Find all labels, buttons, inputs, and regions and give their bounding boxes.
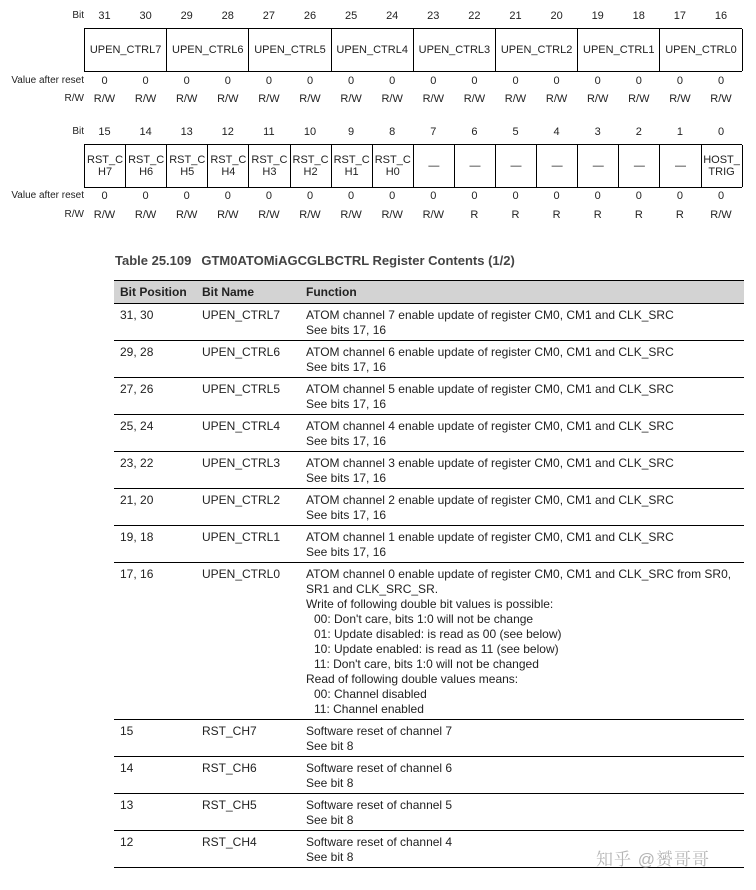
reset-value: 0	[512, 75, 519, 87]
bit-position-cell: 12	[114, 831, 196, 868]
bit-position-cell: 17, 16	[114, 563, 196, 720]
access-type: R/W	[710, 93, 732, 105]
register-contents-table	[114, 280, 744, 868]
reset-value: 0	[430, 190, 437, 202]
register-field: —	[659, 145, 700, 187]
reset-value: 0	[265, 75, 272, 87]
access-type: R/W	[381, 93, 403, 105]
table-row	[114, 452, 744, 489]
register-field: UPEN_CTRL5	[248, 29, 330, 71]
function-line: Software reset of channel 6	[306, 761, 453, 775]
bit-number: 29	[180, 10, 193, 22]
bit-number: 25	[344, 10, 358, 22]
register-field: UPEN_CTRL4	[331, 29, 413, 71]
header-function: Function	[300, 281, 744, 304]
function-line: Software reset of channel 4	[306, 835, 453, 849]
function-line: 11: Channel enabled	[314, 702, 424, 716]
access-type: R/W	[340, 93, 362, 105]
table-number: Table 25.109	[115, 253, 192, 268]
bit-position-cell: 31, 30	[114, 304, 196, 341]
table-row	[114, 378, 744, 415]
bit-number: 19	[591, 10, 604, 22]
bit-number: 10	[303, 126, 317, 138]
bit-position-cell: 21, 20	[114, 489, 196, 526]
bit-name-cell: UPEN_CTRL6	[196, 341, 300, 378]
rw-label: R/W	[64, 209, 84, 220]
function-line: 00: Don't care, bits 1:0 will not be change	[314, 612, 534, 626]
bit-number: 30	[139, 10, 152, 22]
function-cell	[300, 489, 744, 526]
function-line: See bits 17, 16	[306, 545, 387, 559]
bit-number: 15	[98, 126, 111, 138]
bit-number: 4	[553, 126, 560, 138]
reset-value: 0	[306, 75, 314, 87]
function-cell	[300, 415, 744, 452]
access-type: R/W	[134, 93, 157, 105]
table-header-row	[114, 281, 744, 304]
register-field: —	[495, 145, 536, 187]
header-bit-name: Bit Name	[196, 281, 300, 304]
function-cell	[300, 563, 744, 720]
function-line: See bits 17, 16	[306, 360, 387, 374]
register-field: HOST_ TRIG	[701, 145, 742, 187]
reset-value: 0	[142, 75, 149, 87]
access-type: R/W	[422, 209, 444, 221]
access-type: R/W	[340, 209, 362, 221]
bit-number-row	[0, 10, 756, 30]
bit-name-cell: UPEN_CTRL7	[196, 304, 300, 341]
bit-number: 5	[512, 126, 519, 138]
function-line: ATOM channel 1 enable update of register CM0, CM1 and CLK_SRC	[306, 530, 674, 544]
reset-value: 0	[430, 75, 437, 87]
reset-value: 0	[183, 75, 190, 87]
bit-name-cell: RST_CH4	[196, 831, 300, 868]
bit-number: 17	[673, 10, 687, 22]
bit-number: 6	[471, 126, 478, 138]
register-field: —	[618, 145, 659, 187]
reset-value: 0	[348, 190, 355, 202]
reset-value-row	[0, 75, 756, 95]
function-cell	[300, 452, 744, 489]
reset-value: 0	[512, 190, 519, 202]
access-type: R	[552, 209, 561, 221]
access-row	[0, 209, 756, 229]
function-line: See bit 8	[306, 813, 354, 827]
function-line: 10: Update enabled: is read as 11 (see below)	[314, 642, 559, 656]
reset-value: 0	[306, 190, 314, 202]
table-title: GTM0ATOMiAGCGLBCTRL Register Contents (1/2)	[201, 253, 515, 268]
register-field: —	[454, 145, 495, 187]
function-line: See bits 17, 16	[306, 397, 387, 411]
function-cell	[300, 304, 744, 341]
function-line: ATOM channel 3 enable update of register CM0, CM1 and CLK_SRC	[306, 456, 674, 470]
reset-label: Value after reset	[11, 75, 84, 86]
reset-value: 0	[471, 190, 478, 202]
bit-number: 20	[550, 10, 563, 22]
table-row	[114, 563, 744, 720]
reset-value: 0	[594, 190, 601, 202]
bit-number: 0	[717, 126, 725, 138]
reset-value: 0	[265, 190, 272, 202]
register-field: UPEN_CTRL0	[659, 29, 741, 71]
register-field: —	[577, 145, 618, 187]
register-field: UPEN_CTRL3	[413, 29, 495, 71]
bit-number: 21	[509, 10, 522, 22]
reset-value: 0	[676, 190, 683, 202]
bit-number: 26	[303, 10, 317, 22]
function-line: See bit 8	[306, 739, 354, 753]
bit-position-cell: 13	[114, 794, 196, 831]
reset-value: 0	[717, 75, 725, 87]
reset-value: 0	[635, 190, 642, 202]
function-line: See bits 17, 16	[306, 471, 387, 485]
access-type: R/W	[217, 209, 239, 221]
bit-label: Bit	[72, 126, 84, 137]
function-line: See bits 17, 16	[306, 434, 387, 448]
reset-value: 0	[553, 75, 560, 87]
access-type: R/W	[710, 209, 732, 221]
function-line: Software reset of channel 5	[306, 798, 453, 812]
table-row	[114, 415, 744, 452]
bit-name-cell: RST_CH7	[196, 720, 300, 757]
bit-number-row	[0, 126, 756, 146]
access-type: R/W	[93, 209, 116, 221]
register-field: —	[536, 145, 577, 187]
register-field: UPEN_CTRL6	[166, 29, 248, 71]
access-type: R/W	[545, 93, 568, 105]
function-line: ATOM channel 7 enable update of register CM0, CM1 and CLK_SRC	[306, 308, 674, 322]
access-row	[0, 93, 756, 113]
function-line: See bit 8	[306, 776, 354, 790]
bit-name-cell: UPEN_CTRL2	[196, 489, 300, 526]
table-row	[114, 489, 744, 526]
access-type: R/W	[669, 93, 691, 105]
reset-value: 0	[471, 75, 478, 87]
access-type: R	[675, 209, 684, 221]
register-field: RST_C H5	[166, 145, 207, 187]
access-type: R/W	[299, 209, 321, 221]
bit-position-cell: 23, 22	[114, 452, 196, 489]
rw-label: R/W	[64, 93, 84, 104]
watermark: 知乎 @赟哥哥	[596, 850, 710, 869]
bit-name-cell: UPEN_CTRL3	[196, 452, 300, 489]
bit-position-cell: 15	[114, 720, 196, 757]
function-cell	[300, 526, 744, 563]
function-cell	[300, 720, 744, 757]
access-type: R/W	[175, 209, 198, 221]
reset-value: 0	[101, 75, 108, 87]
reset-value: 0	[594, 75, 601, 87]
function-cell	[300, 757, 744, 794]
function-line: 00: Channel disabled	[314, 687, 427, 701]
access-type: R/W	[422, 93, 444, 105]
register-field: UPEN_CTRL2	[495, 29, 577, 71]
field-row	[84, 144, 742, 188]
table-row	[114, 757, 744, 794]
bit-number: 22	[468, 10, 481, 22]
table-row	[114, 526, 744, 563]
bit-name-cell: UPEN_CTRL1	[196, 526, 300, 563]
access-type: R/W	[258, 93, 280, 105]
table-row	[114, 341, 744, 378]
reset-value: 0	[389, 190, 396, 202]
reset-value: 0	[183, 190, 190, 202]
bit-number: 1	[676, 126, 683, 138]
function-cell	[300, 378, 744, 415]
register-field: —	[413, 145, 454, 187]
function-line: See bits 17, 16	[306, 508, 387, 522]
access-type: R	[593, 209, 602, 221]
register-field: RST_C H6	[125, 145, 166, 187]
access-type: R/W	[381, 209, 403, 221]
access-type: R/W	[134, 209, 157, 221]
bit-name-cell: RST_CH6	[196, 757, 300, 794]
bit-number: 3	[594, 126, 601, 138]
bit-number: 23	[427, 10, 440, 22]
bit-number: 18	[632, 10, 645, 22]
function-cell	[300, 794, 744, 831]
reset-value-row	[0, 190, 756, 210]
field-border	[742, 29, 743, 71]
reset-label: Value after reset	[11, 190, 84, 201]
function-line: See bit 8	[306, 850, 354, 864]
access-type: R	[634, 209, 643, 221]
register-field: RST_C H7	[84, 145, 125, 187]
reset-value: 0	[389, 75, 396, 87]
register-field: RST_C H4	[207, 145, 248, 187]
bit-number: 31	[98, 10, 111, 22]
table-row	[114, 304, 744, 341]
bit-number: 2	[635, 126, 642, 138]
bit-number: 11	[263, 126, 275, 138]
access-type: R/W	[258, 209, 280, 221]
access-type: R	[511, 209, 520, 221]
bit-position-cell: 14	[114, 757, 196, 794]
bit-name-cell: UPEN_CTRL5	[196, 378, 300, 415]
bit-number: 27	[262, 10, 276, 22]
access-type: R/W	[175, 93, 198, 105]
reset-value: 0	[348, 75, 355, 87]
reset-value: 0	[224, 75, 231, 87]
function-line: Software reset of channel 7	[306, 724, 453, 738]
function-line: 11: Don't care, bits 1:0 will not be changed	[314, 657, 539, 671]
function-line: ATOM channel 0 enable update of register CM0, CM1 and CLK_SRC from SR0,	[306, 567, 732, 581]
register-field: RST_C H0	[372, 145, 413, 187]
function-line: SR1 and CLK_SRC_SR.	[306, 582, 439, 596]
bit-number: 13	[180, 126, 193, 138]
bit-number: 16	[714, 10, 728, 22]
bit-number: 24	[386, 10, 399, 22]
reset-value: 0	[142, 190, 149, 202]
function-line: ATOM channel 5 enable update of register CM0, CM1 and CLK_SRC	[306, 382, 674, 396]
table-row	[114, 720, 744, 757]
reset-value: 0	[224, 190, 231, 202]
table-row	[114, 794, 744, 831]
function-line: Read of following double values means:	[306, 672, 519, 686]
bit-name-cell: UPEN_CTRL4	[196, 415, 300, 452]
register-field: UPEN_CTRL1	[577, 29, 659, 71]
bit-number: 28	[221, 10, 234, 22]
function-line: See bits 17, 16	[306, 323, 387, 337]
bit-position-cell: 29, 28	[114, 341, 196, 378]
header-bit-position: Bit Position	[114, 281, 196, 304]
access-type: R/W	[217, 93, 239, 105]
reset-value: 0	[717, 190, 725, 202]
register-field: RST_C H2	[290, 145, 331, 187]
function-cell	[300, 341, 744, 378]
access-type: R/W	[299, 93, 321, 105]
bit-position-cell: 19, 18	[114, 526, 196, 563]
bit-position-cell: 25, 24	[114, 415, 196, 452]
access-type: R/W	[93, 93, 116, 105]
field-row	[84, 28, 742, 72]
access-type: R/W	[628, 93, 650, 105]
register-field: RST_C H3	[248, 145, 289, 187]
function-line: ATOM channel 4 enable update of register CM0, CM1 and CLK_SRC	[306, 419, 674, 433]
function-line: 01: Update disabled: is read as 00 (see below)	[314, 627, 562, 641]
reset-value: 0	[635, 75, 642, 87]
reset-value: 0	[553, 190, 560, 202]
access-type: R/W	[504, 93, 527, 105]
reset-value: 0	[676, 75, 683, 87]
bit-number: 14	[139, 126, 152, 138]
bit-number: 7	[430, 126, 437, 138]
register-field: RST_C H1	[331, 145, 372, 187]
table-caption	[115, 253, 525, 268]
bit-label: Bit	[72, 10, 84, 21]
reset-value: 0	[101, 190, 108, 202]
bit-name-cell: UPEN_CTRL0	[196, 563, 300, 720]
function-line: Write of following double bit values is possible:	[306, 597, 554, 611]
register-field: UPEN_CTRL7	[84, 29, 166, 71]
access-type: R/W	[586, 93, 609, 105]
bit-position-cell: 27, 26	[114, 378, 196, 415]
function-line: ATOM channel 6 enable update of register CM0, CM1 and CLK_SRC	[306, 345, 674, 359]
bit-number: 12	[221, 126, 234, 138]
bit-number: 9	[348, 126, 355, 138]
field-border	[742, 145, 743, 187]
function-line: ATOM channel 2 enable update of register CM0, CM1 and CLK_SRC	[306, 493, 674, 507]
bit-name-cell: RST_CH5	[196, 794, 300, 831]
access-type: R/W	[463, 93, 486, 105]
bit-number: 8	[389, 126, 396, 138]
access-type: R	[470, 209, 479, 221]
